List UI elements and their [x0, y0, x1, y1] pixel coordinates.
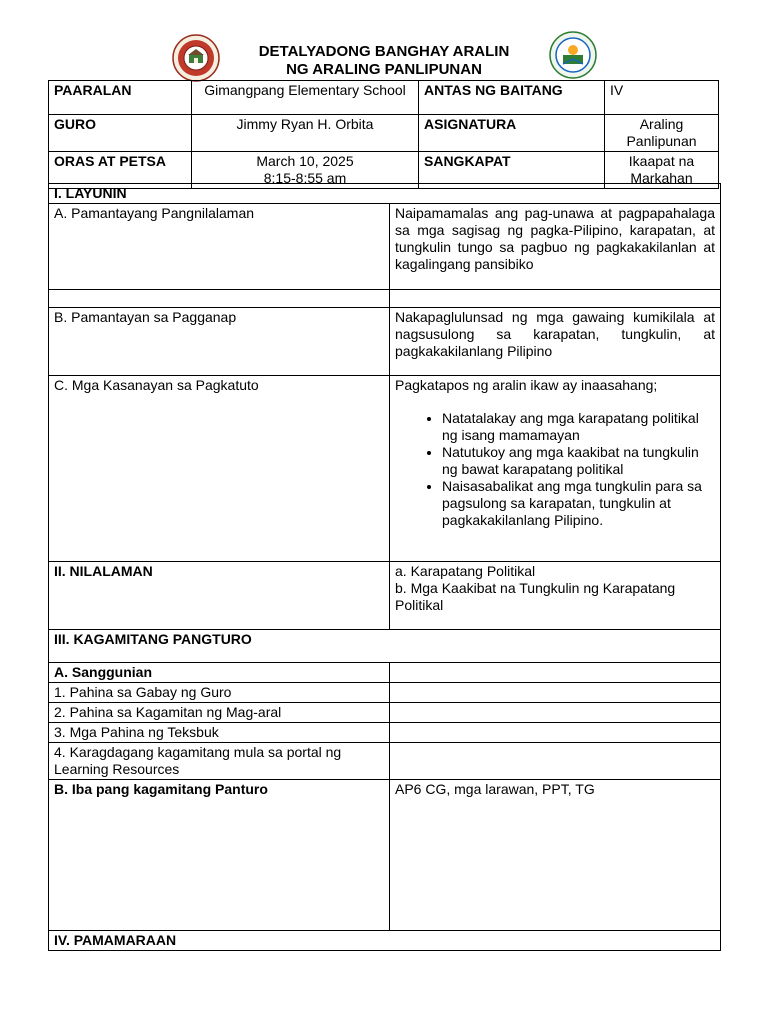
document-subtitle: NG ARALING PANLIPUNAN — [286, 61, 482, 78]
document-title: DETALYADONG BANGHAY ARALIN — [258, 43, 510, 60]
antas-label: ANTAS NG BAITANG — [419, 81, 605, 115]
oras-date: March 10, 2025 — [256, 153, 354, 169]
kasanayan-label: C. Mga Kasanayan sa Pagkatuto — [49, 376, 390, 562]
iba-kagamitan-value: AP6 CG, mga larawan, PPT, TG — [390, 780, 721, 931]
kagamitan-mag-aaral-label: 2. Pahina sa Kagamitan ng Mag-aral — [49, 703, 390, 723]
sangkapat-label: SANGKAPAT — [419, 152, 605, 189]
blank-cell — [390, 703, 721, 723]
list-item: • Naisasabalikat ang mga tungkulin para sa pagsulong sa karapatan, tungkulin at pagkakakilanlang Pilipino. — [442, 478, 715, 529]
kasanayan-intro: Pagkatapos ng aralin ikaw ay inaasahang; — [395, 377, 658, 393]
info-table — [48, 80, 719, 189]
sangkapat-value: Ikaapat na Markahan — [605, 152, 719, 189]
nilalaman-value — [390, 562, 721, 630]
iba-kagamitan-label: B. Iba pang kagamitang Panturo — [49, 780, 390, 931]
blank-cell — [390, 683, 721, 703]
guro-value: Jimmy Ryan H. Orbita — [192, 115, 419, 152]
layunin-heading: I. LAYUNIN — [49, 184, 721, 204]
blank-cell — [390, 290, 721, 308]
paaralan-label: PAARALAN — [49, 81, 192, 115]
nilalaman-heading: II. NILALAMAN — [49, 562, 390, 630]
pamantayang-pangnilalaman-label: A. Pamantayang Pangnilalaman — [49, 204, 390, 290]
kasanayan-value — [390, 376, 721, 562]
lesson-plan-table — [48, 183, 721, 951]
guro-label: GURO — [49, 115, 192, 152]
blank-cell — [49, 290, 390, 308]
blank-cell — [390, 663, 721, 683]
pamantayan-pagganap-label: B. Pamantayan sa Pagganap — [49, 308, 390, 376]
nilalaman-line-b: b. Mga Kaakibat na Tungkulin ng Karapatang Politikal — [395, 580, 676, 613]
pamantayan-pagganap-value: Nakapaglulunsad ng mga gawaing kumikilala at nagsusulong sa karapatan, tungkulin, at pagkakakilanlang Pilipino — [390, 308, 721, 376]
asignatura-value: Araling Panlipunan — [605, 115, 719, 152]
paaralan-value: Gimangpang Elementary School — [192, 81, 419, 115]
gabay-guro-label: 1. Pahina sa Gabay ng Guro — [49, 683, 390, 703]
teksbuk-label: 3. Mga Pahina ng Teksbuk — [49, 723, 390, 743]
nilalaman-line-a: a. Karapatang Politikal — [395, 563, 536, 579]
kasanayan-list — [395, 410, 715, 529]
blank-cell — [390, 743, 721, 780]
pamamaraan-heading: IV. PAMAMARAAN — [49, 931, 721, 951]
learning-resources-label: 4. Karagdagang kagamitang mula sa portal ng Learning Resources — [49, 743, 390, 780]
list-item: • Natutukoy ang mga kaakibat na tungkulin ng bawat karapatang politikal — [442, 444, 715, 478]
list-item: • Natatalakay ang mga karapatang politikal ng isang mamamayan — [442, 410, 715, 444]
blank-cell — [390, 723, 721, 743]
kagamitan-heading: III. KAGAMITANG PANGTURO — [49, 630, 721, 663]
sanggunian-label: A. Sanggunian — [49, 663, 390, 683]
oras-time: 8:15-8:55 am — [263, 170, 347, 186]
antas-value: IV — [605, 81, 719, 115]
oras-label: ORAS AT PETSA — [49, 152, 192, 189]
pamantayang-pangnilalaman-value: Naipamamalas ang pag-unawa at pagpapahalaga sa mga sagisag ng pagka-Pilipino, karapatan, at tungkulin tungo sa pagbuo ng pagkakakilanlan at kagalingang pansibiko — [390, 204, 721, 290]
asignatura-label: ASIGNATURA — [419, 115, 605, 152]
